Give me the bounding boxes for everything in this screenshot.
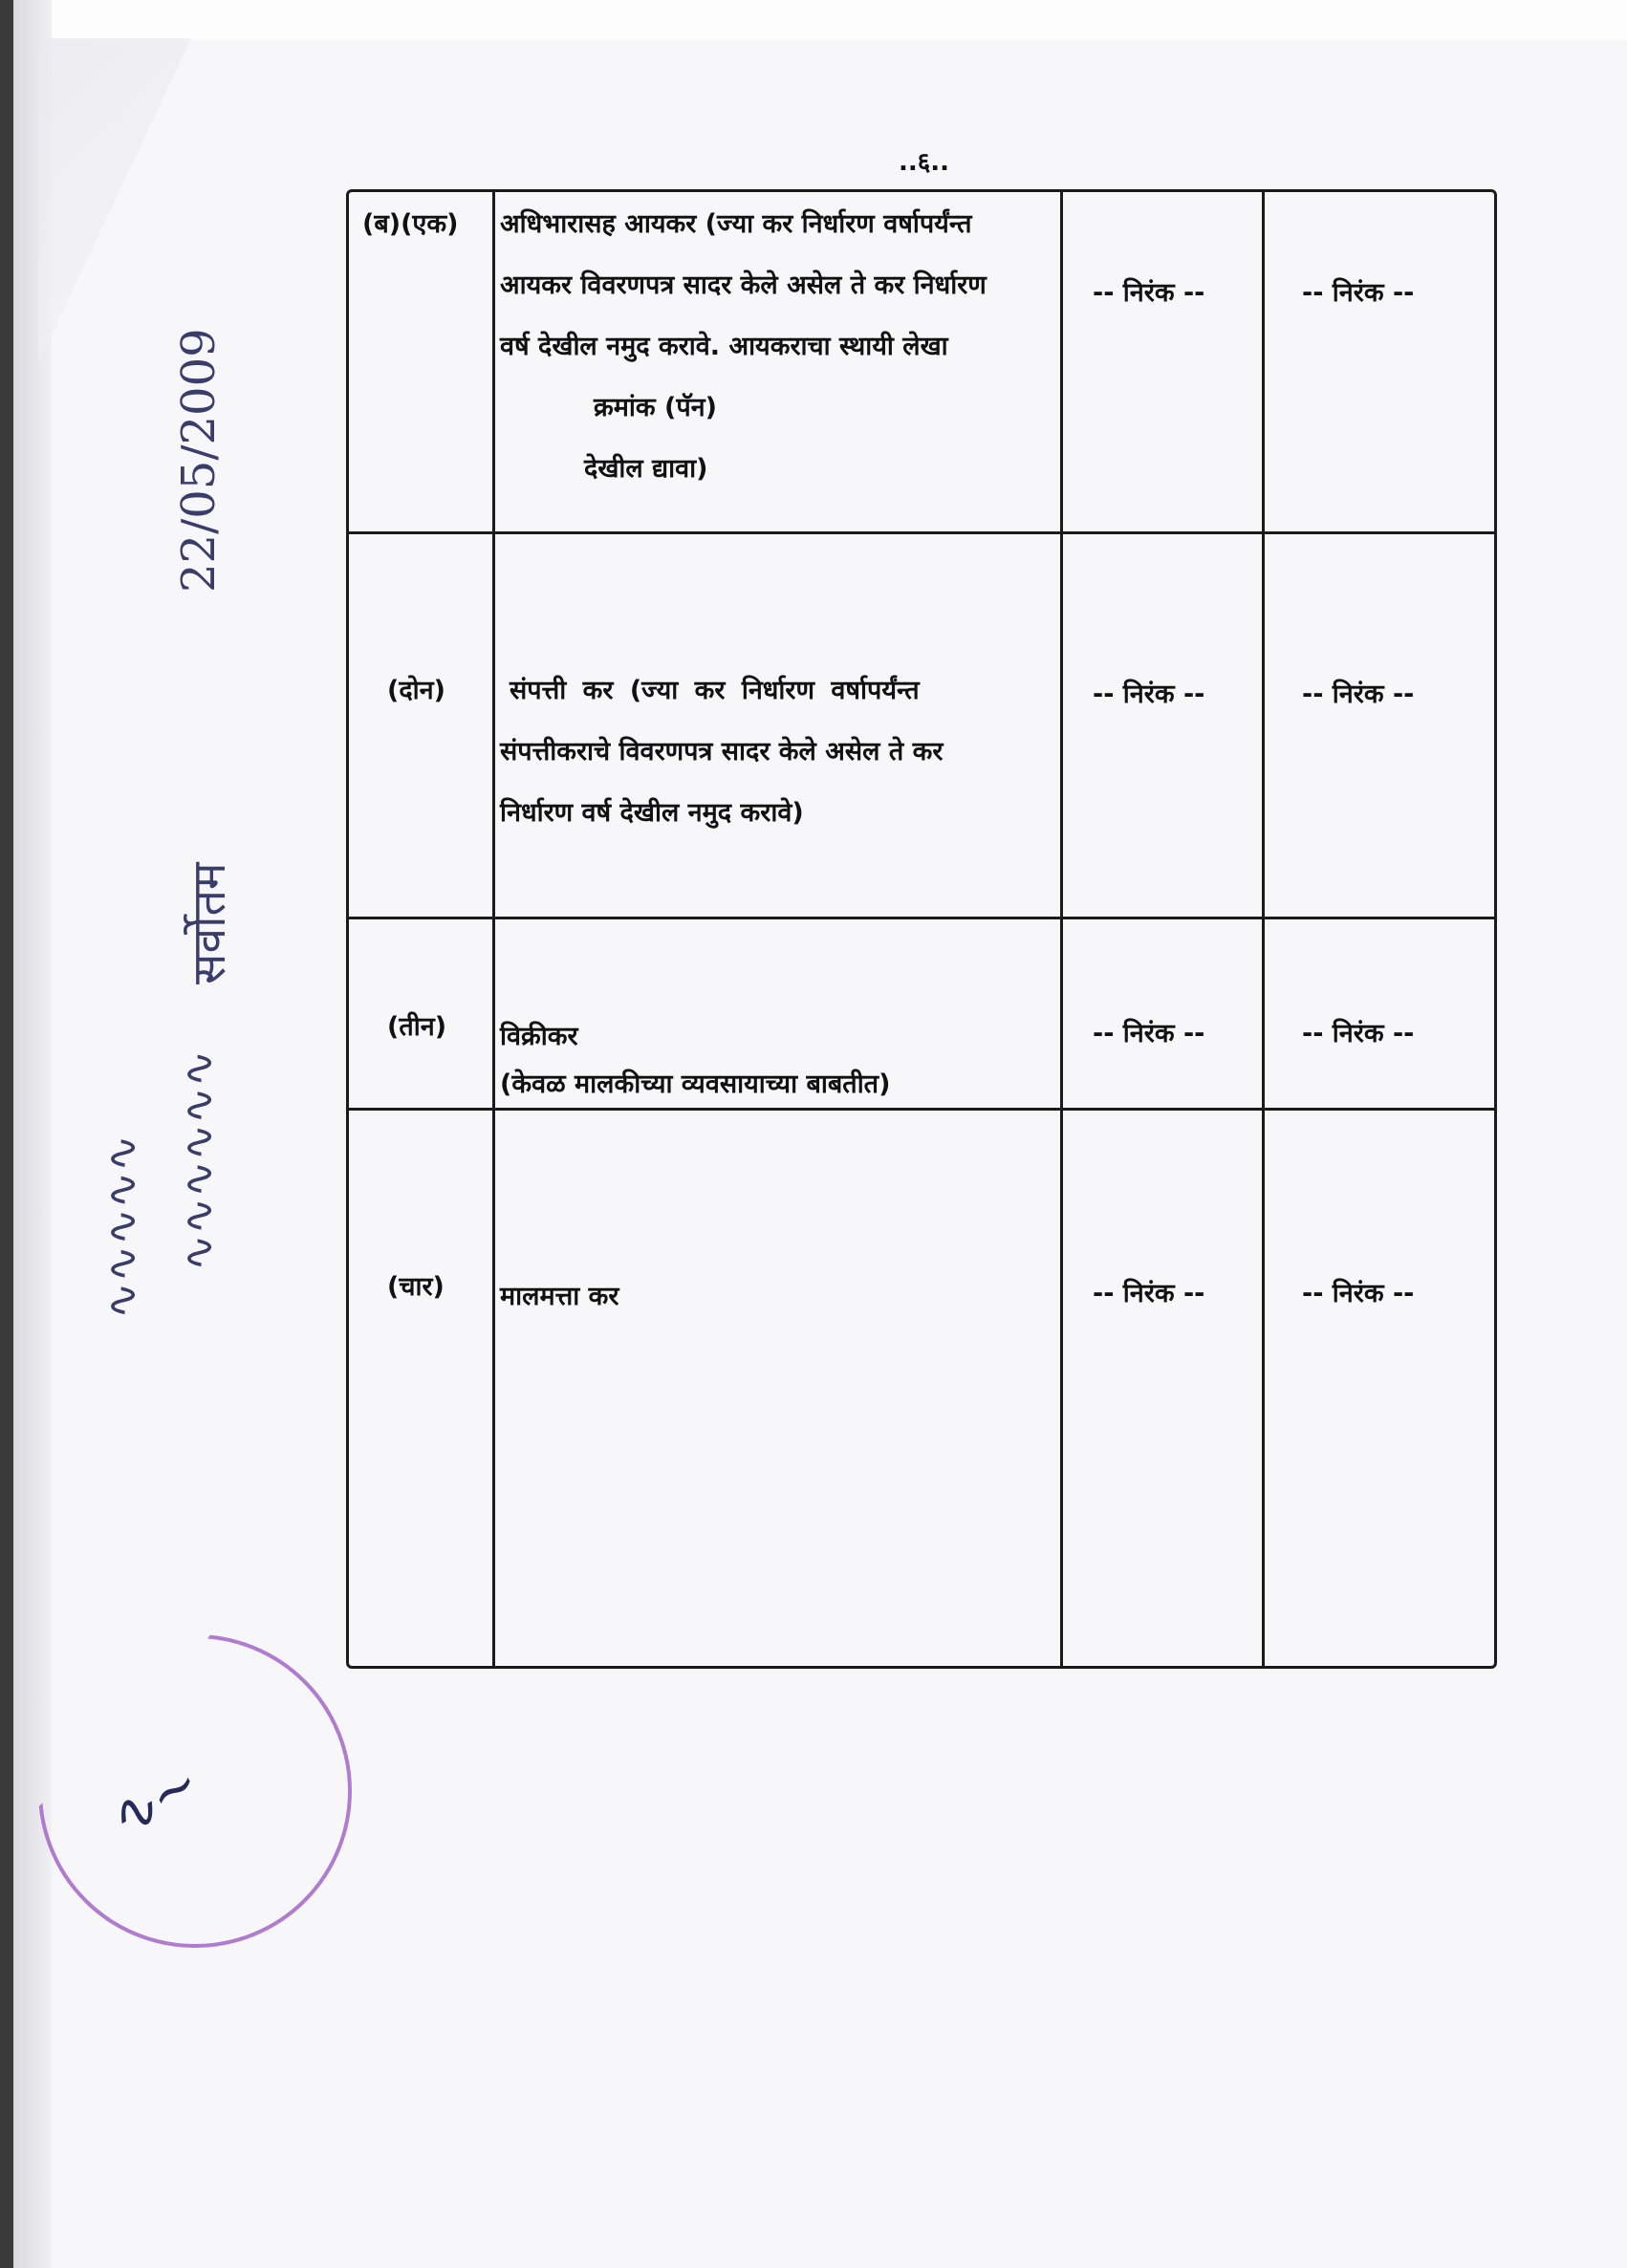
row-line: विक्रीकर <box>500 1022 578 1051</box>
row-line: निर्धारण वर्ष देखील नमुद करावे) <box>500 798 804 828</box>
tax-details-table <box>346 189 1497 1669</box>
row-divider <box>349 917 1494 919</box>
margin-scribble-2: ∿∿∿∿∿∿ <box>172 1049 224 1271</box>
column-divider <box>1262 192 1265 1666</box>
row-line: देखील द्यावा) <box>584 454 708 484</box>
row-line: संपत्ती कर (ज्या कर निर्धारण वर्षापर्यंन्त <box>510 676 920 705</box>
row-label: (ब)(एक) <box>362 209 459 239</box>
status-value: -- निरंक -- <box>1302 1019 1415 1048</box>
scan-left-border <box>0 0 13 2268</box>
status-value: -- निरंक -- <box>1302 1279 1415 1308</box>
initials-signature: ∿∼ <box>95 1748 212 1855</box>
column-divider <box>1060 192 1063 1666</box>
row-line: क्रमांक (पॅन) <box>594 393 718 422</box>
status-value: -- निरंक -- <box>1302 278 1415 308</box>
row-line: (केवळ मालकीच्या व्यवसायाच्या बाबतीत) <box>500 1069 891 1099</box>
row-line: अधिभारासह आयकर (ज्या कर निर्धारण वर्षापर्यंन्त <box>500 209 972 239</box>
column-divider <box>492 192 495 1666</box>
page-number: ..६.. <box>899 148 950 177</box>
row-label: (तीन) <box>387 1012 447 1042</box>
row-label: (चार) <box>387 1272 445 1302</box>
scan-top-edge <box>0 0 1627 40</box>
margin-note: सर्वोतम <box>183 862 236 984</box>
status-value: -- निरंक -- <box>1093 278 1205 308</box>
row-line: आयकर विवरणपत्र सादर केले असेल ते कर निर्धारण <box>500 270 987 300</box>
row-divider <box>349 531 1494 534</box>
row-line: वर्ष देखील नमुद करावे. आयकराचा स्थायी लेखा <box>500 332 948 361</box>
status-value: -- निरंक -- <box>1093 680 1205 709</box>
margin-date: 22/05/2009 <box>172 328 226 593</box>
status-value: -- निरंक -- <box>1093 1019 1205 1048</box>
margin-scribble-1: ∿∿∿∿∿ <box>96 1134 147 1319</box>
status-value: -- निरंक -- <box>1302 680 1415 709</box>
row-label: (दोन) <box>387 676 445 705</box>
row-line: मालमत्ता कर <box>500 1282 619 1311</box>
status-value: -- निरंक -- <box>1093 1279 1205 1308</box>
row-line: संपत्तीकराचे विवरणपत्र सादर केले असेल ते कर <box>500 737 944 767</box>
